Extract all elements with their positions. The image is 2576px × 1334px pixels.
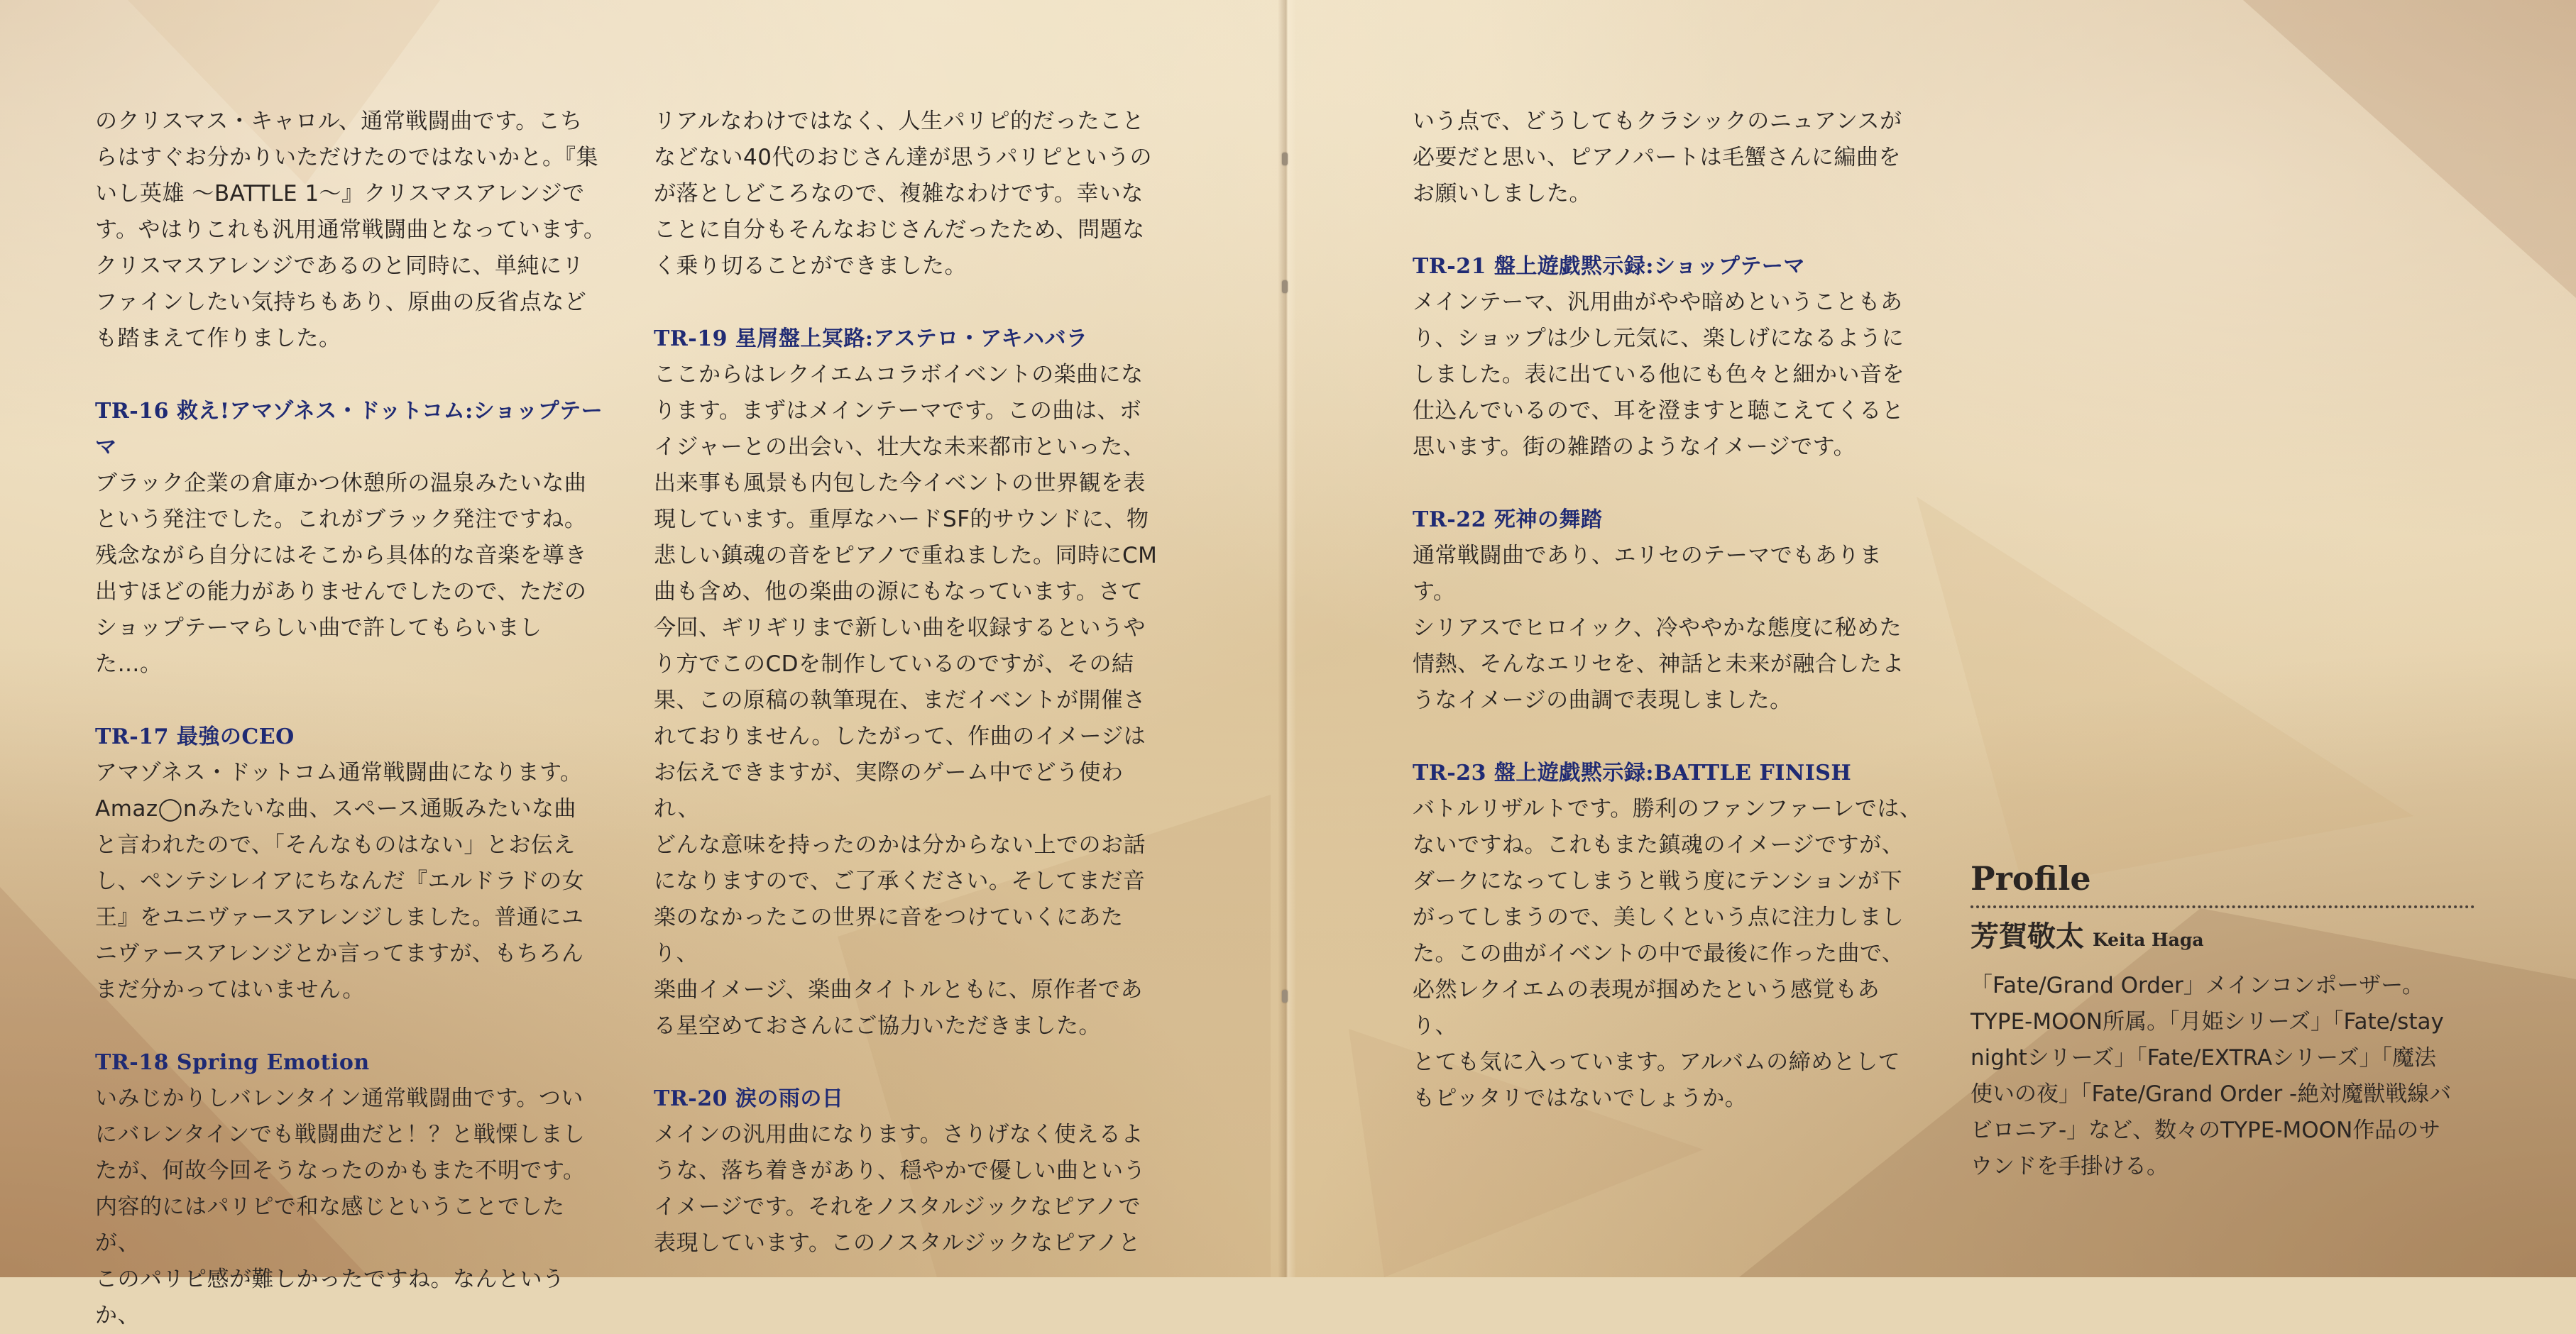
composer-name xyxy=(1971,917,2474,962)
track-title: TR-22 死神の舞踏 xyxy=(1413,507,1603,532)
profile-heading: Profile xyxy=(1971,859,2091,898)
track-title: TR-17 最強のCEO xyxy=(95,724,295,749)
track-description: メインの汎用曲になります。さりげなく使えるよ うな、落ち着きがあり、穏やかで優しい曲という イメージです。それをノスタルジックなピアノで 表現しています。このノスタルジックなピアノと xyxy=(654,1122,1146,1256)
staple-upper xyxy=(1282,280,1288,293)
track-note-tr23 xyxy=(1413,755,1924,1117)
track-note-tr19 xyxy=(654,321,1165,1044)
track-description: いみじかりしバレンタイン通常戦闘曲です。つい にバレンタインでも戦闘曲だと！？と戦慄しまし たが、何故今回そうなったのかもまた不明です。 内容的にはパリピで和な感じということでしたが、 このパリピ感が難しかったですね。なんというか、 xyxy=(95,1086,586,1328)
booklet-fold xyxy=(1278,0,1296,1277)
decor-shard-right xyxy=(1917,497,2413,887)
composer-name-japanese: 芳賀敬太 xyxy=(1971,920,2084,953)
track-description: メインテーマ、汎用曲がやや暗めということもあ り、ショップは少し元気に、楽しげになるように しました。表に出ている他にも色々と細かい音を 仕込んでいるので、耳を澄ますと聴こえてくると 思います。街の雑踏のようなイメージです。 xyxy=(1413,290,1904,460)
track-title: TR-16 救え!アマゾネス・ドットコム:ショップテーマ xyxy=(95,399,603,460)
text-column-3 xyxy=(1413,104,1924,1117)
track-title: TR-21 盤上遊戯黙示録:ショップテーマ xyxy=(1413,254,1805,279)
track-note-tr20 xyxy=(654,1081,1165,1262)
track-note-tr18 xyxy=(95,1044,606,1334)
column2-intro: リアルなわけではなく、人生パリピ的だったこと などない40代のおじさん達が思うパリピというの が落としどころなので、複雑なわけです。幸いな ことに自分もそんなおじさんだったため、問題な く乗り切ることができました。 xyxy=(654,109,1152,279)
column3-intro: いう点で、どうしてもクラシックのニュアンスが 必要だと思い、ピアノパートは毛蟹さんに編曲を お願いしました。 xyxy=(1413,109,1902,206)
track-note-tr17 xyxy=(95,719,606,1008)
track-title: TR-18 Spring Emotion xyxy=(95,1050,370,1075)
composer-profile xyxy=(1971,857,2474,1185)
track-description: アマゾネス・ドットコム通常戦闘曲になります。 Amaz◯nみたいな曲、スペース通販みたいな曲 と言われたので、「そんなものはない」とお伝え し、ペンテシレイアにちなんだ『エルドラドの女 王』をユニヴァースアレンジしました。普通にユ ニヴァースアレンジとか言ってますが、もちろん まだ分かってはいません。 xyxy=(95,760,585,1003)
track-note-tr22 xyxy=(1413,502,1924,719)
column1-intro: のクリスマス・キャロル、通常戦闘曲です。こち らはすぐお分かりいただけたのではないかと。『集 いし英雄 〜BATTLE 1〜』クリスマスアレンジで す。やはりこれも汎用通常戦闘曲となっています。 クリスマスアレンジであるのと同時に、単純にリ ファインしたい気持ちもあり、原曲の反省点など も踏まえて作りました。 xyxy=(95,109,606,351)
track-title: TR-19 星屑盤上冥路:アステロ・アキハバラ xyxy=(654,326,1088,351)
track-note-tr21 xyxy=(1413,248,1924,465)
track-description: バトルリザルトです。勝利のファンファーレでは、 ないですね。これもまた鎮魂のイメージですが、 ダークになってしまうと戦う度にテンションが下 がってしまうので、美しくという点に注力しまし た。この曲がイベントの中で最後に作った曲で、 必然レクイエムの表現が掴めたという感覚もあり、 とても気に入っています。アルバムの締めとして もピッタリではないでしょうか。 xyxy=(1413,796,1922,1111)
track-description: ここからはレクイエムコラボイベントの楽曲にな ります。まずはメインテーマです。この曲は、ボ イジャーとの出会い、壮大な未来都市といった、 出来事も風景も内包した今イベントの世界観を表 現しています。重厚なハードSF的サウンドに、物 悲しい鎮魂の音をピアノで重ねました。同時にCM 曲も含め、他の楽曲の源にもなっています。さて 今回、ギリギリまで新しい曲を収録するというや り方でこのCDを制作しているのですが、その結 果、この原稿の執筆現在、まだイベントが開催さ れておりません。したがって、作曲のイメージは お伝えできますが、実際のゲーム中でどう使われ、 どんな意味を持ったのかは分からない上でのお話 になりますので、ご了承ください。そしてまだ音 楽のなかったこの世界に音をつけていくにあたり、 楽曲イメージ、楽曲タイトルともに、原作者であ る星空めておさんにご協力いただきました。 xyxy=(654,362,1158,1039)
staple-lower xyxy=(1282,990,1288,1003)
track-title: TR-23 盤上遊戯黙示録:BATTLE FINISH xyxy=(1413,761,1852,785)
staple-top xyxy=(1282,153,1288,165)
track-note-tr16 xyxy=(95,393,606,683)
track-title: TR-20 涙の雨の日 xyxy=(654,1086,844,1111)
composer-bio: 「Fate/Grand Order」メインコンポーザー。 TYPE-MOON所属。「月姫シリーズ」「Fate/stay nightシリーズ」「Fate/EXTRAシリーズ」「魔法 使いの夜」「Fate/Grand Order -絶対魔獣戦線バ ビロニア-」など、数々のTYPE-MOON作品のサ ウンドを手掛ける。 xyxy=(1971,973,2452,1179)
track-description: ブラック企業の倉庫かつ休憩所の温泉みたいな曲 という発注でした。これがブラック発注ですね。 残念ながら自分にはそこから具体的な音楽を導き 出すほどの能力がありませんでしたので、ただの ショップテーマらしい曲で許してもらいました…。 xyxy=(95,470,587,677)
text-column-2 xyxy=(654,104,1165,1262)
decor-shard-right-top xyxy=(2243,0,2576,298)
track-description: 通常戦闘曲であり、エリセのテーマでもあります。 シリアスでヒロイック、冷ややかな態度に秘めた 情熱、そんなエリセを、神話と未来が融合したよ うなイメージの曲調で表現しました。 xyxy=(1413,543,1904,713)
text-column-1 xyxy=(95,104,606,1334)
profile-divider xyxy=(1971,905,2474,908)
composer-name-english: Keita Haga xyxy=(2093,930,2204,950)
